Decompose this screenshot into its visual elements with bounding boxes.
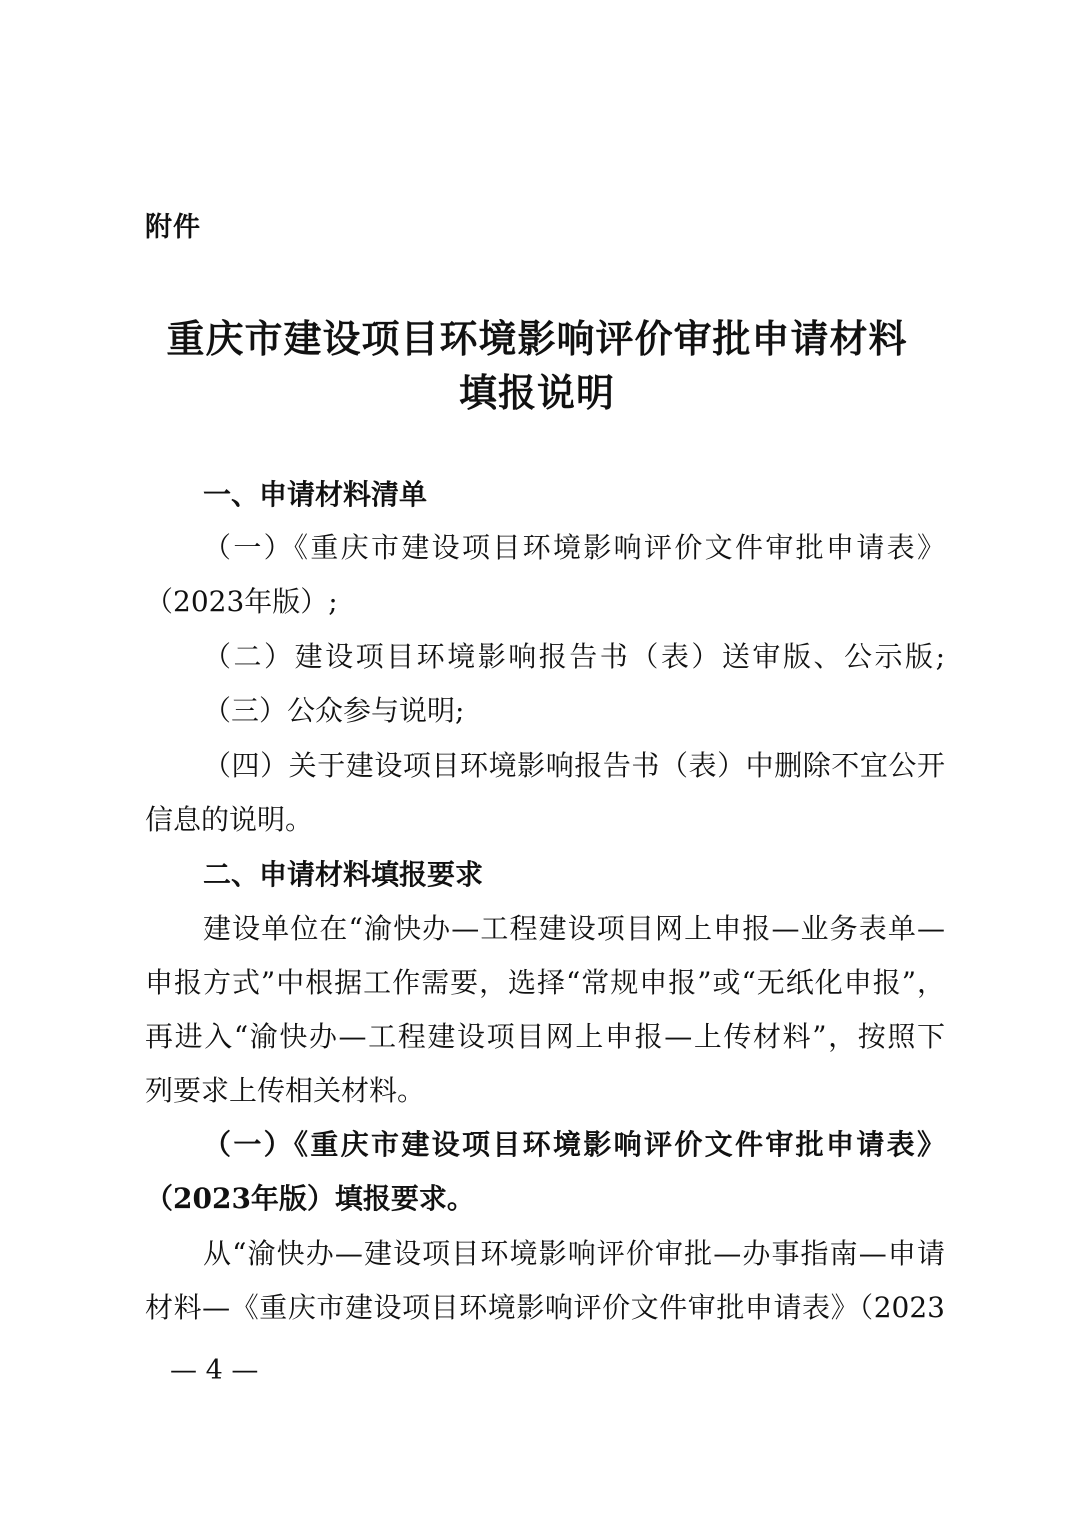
section1-item1-line2: （2023年版）;: [145, 585, 338, 618]
section2-sub1-line1: （一）《重庆市建设项目环境影响评价文件审批申请表》: [203, 1128, 945, 1161]
page-number: — 4 —: [170, 1355, 259, 1386]
section1-item3: （三）公众参与说明;: [203, 694, 465, 727]
section1-item1-line1: （一）《重庆市建设项目环境影响评价文件审批申请表》: [203, 531, 945, 564]
section1-item4-line2: 信息的说明。: [145, 803, 314, 836]
section2-para1-line1: 建设单位在“渝快办—工程建设项目网上申报—业务表单—: [203, 912, 945, 945]
section2-para1-line2: 申报方式”中根据工作需要，选择“常规申报”或“无纸化申报”，: [145, 966, 945, 999]
section1-item2: （二）建设项目环境影响报告书（表）送审版、公示版;: [203, 640, 945, 673]
section1-item4-line1: （四）关于建设项目环境影响报告书（表）中删除不宜公开: [203, 749, 945, 782]
attachment-label: 附件: [145, 212, 201, 243]
document-title-line2: 填报说明: [458, 370, 615, 415]
section2-para1-line3: 再进入“渝快办—工程建设项目网上申报—上传材料”，按照下: [145, 1020, 945, 1053]
section2-para2-line1: 从“渝快办—建设项目环境影响评价审批—办事指南—申请: [203, 1237, 945, 1270]
document-title-line1: 重庆市建设项目环境影响评价审批申请材料: [166, 316, 908, 361]
section2-para1-line4: 列要求上传相关材料。: [145, 1074, 426, 1107]
section1-heading: 一、申请材料清单: [203, 478, 428, 511]
section2-sub1-line2: （2023年版）填报要求。: [145, 1182, 475, 1215]
section2-heading: 二、申请材料填报要求: [203, 858, 484, 891]
section2-para2-line2: 材料—《重庆市建设项目环境影响评价文件审批申请表》（2023: [145, 1291, 945, 1324]
